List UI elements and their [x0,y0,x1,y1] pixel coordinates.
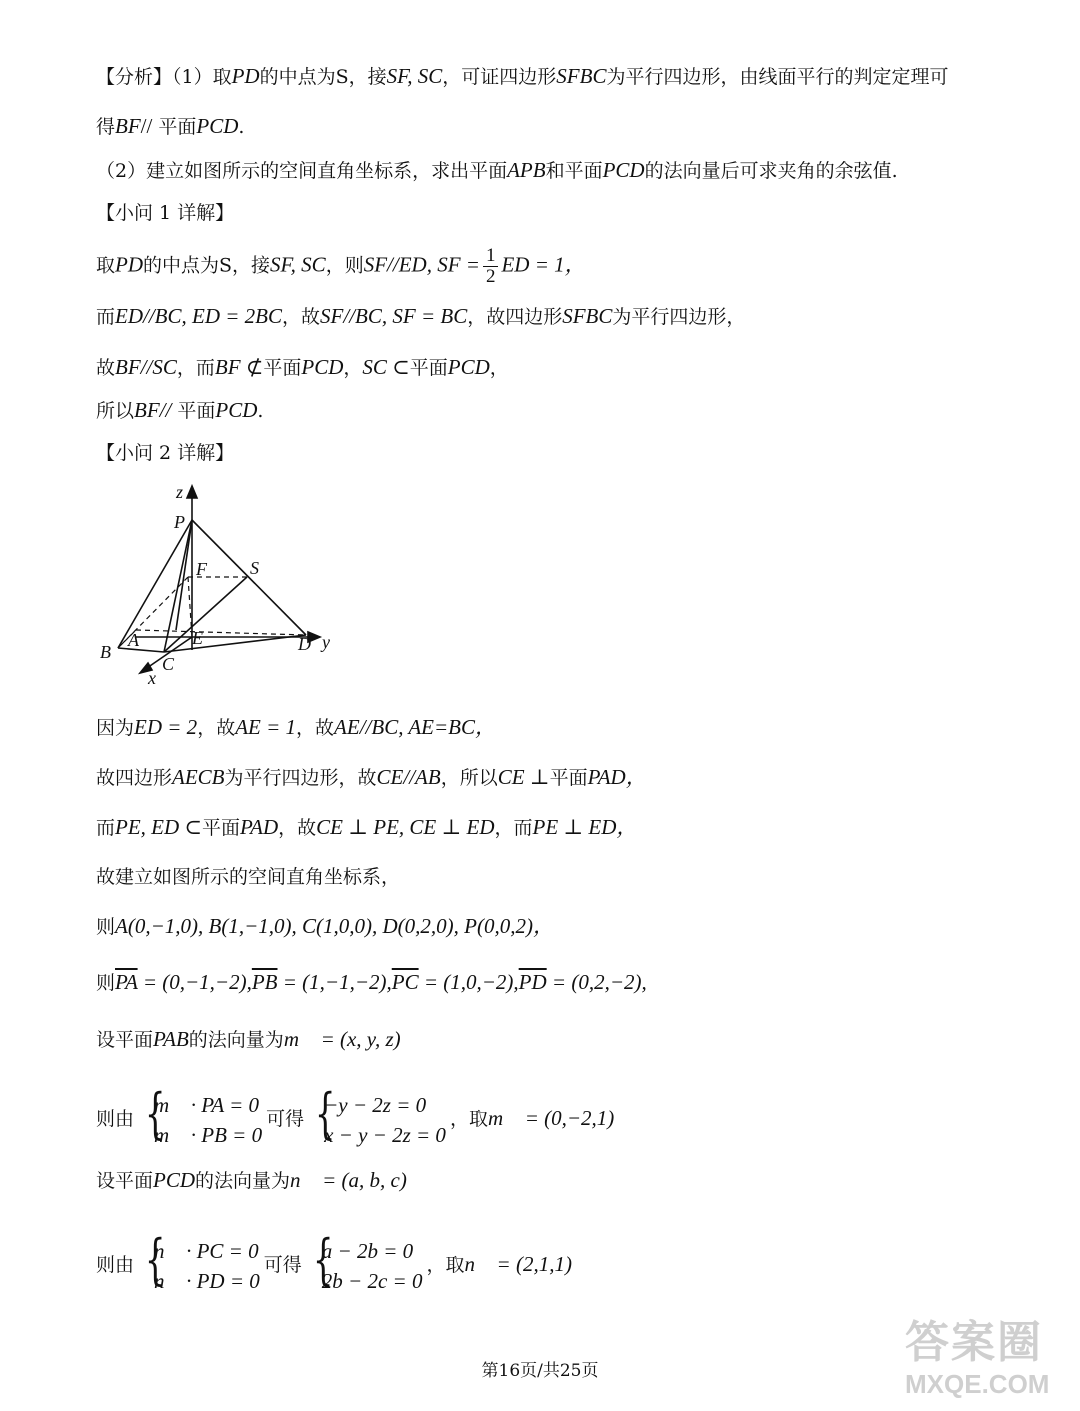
edge-AD [136,630,306,635]
label-y: y [322,632,330,652]
q1-heading: 【小问 1 详解】 [96,202,235,224]
q2-line-2: 故四边形AECB为平行四边形，故CE//AB，所以CE ⊥平面PAD， [96,765,647,789]
q2-line-3: 而PE, ED ⊂平面PAD，故CE ⊥ PE, CE ⊥ ED，而PE ⊥ ED， [96,815,638,839]
label-z: z [176,482,184,502]
label-B: B [100,642,111,662]
q1-line-1: 取PD的中点为S，接SF, SC，则SF//ED, SF = $\frac{1}{2}$ ED = 1， [96,245,586,287]
edge-PC [164,520,192,652]
edge-CS [164,577,247,652]
system-n-equations: { a − 2b = 0 2b − 2c = 0 [312,1228,423,1293]
z-axis-arrow [187,486,197,498]
label-D: D [298,634,311,654]
pyramid-figure [96,480,356,690]
q2-heading: 【小问 2 详解】 [96,442,235,464]
label-A: A [128,630,139,650]
q2-vectors-line: 则$\overline{PA} = (0,-1,-2),\overline{PB} = (1,-1,-2),\overline{PC} = (1,0,-2),\overline{PD} = (0,2,-2)$, [96,970,647,994]
page-footer: 第16页/共25页 [481,1361,599,1381]
q1-line-3: 故BF//SC，而BF ⊄平面PCD，SC ⊂平面PCD， [96,355,509,379]
q2-line-4: 故建立如图所示的空间直角坐标系， [96,866,401,888]
q2-system-m-line: 则由 { m⃗ · PA = 0 m⃗ · PB = 0 可得 { −y − 2z = 0 x − y − 2z = 0 ，取m⃗ = (0,−2,1)， [96,1090,631,1150]
edge-BC [118,648,164,652]
analysis-line-2: 得BF// 平面PCD. [96,114,245,138]
q2-line-1: 因为ED = 2，故AE = 1，故AE//BC, AE=BC， [96,715,496,739]
fraction-half: $\frac{1}{2}$ [483,246,499,287]
label-C: C [162,654,175,674]
system-m-vectors: { m⃗ · PA = 0 m⃗ · PB = 0 [144,1082,263,1147]
label-S: S [250,558,259,578]
q2-coords-line: 则A(0,−1,0), B(1,−1,0), C(1,0,0), D(0,2,0), P(0,0,2)， [96,914,554,938]
label-x: x [148,668,156,688]
label-E: E [192,628,203,648]
edge-PA [176,520,192,630]
q1-line-2: 而ED//BC, ED = 2BC，故SF//BC, SF = BC，故四边形SFBC为平行四边形， [96,304,746,328]
label-F: F [196,559,207,579]
analysis-line-3: （2）建立如图所示的空间直角坐标系，求出平面APB和平面PCD的法向量后可求夹角的余弦值. [96,158,898,182]
q2-plane-pcd-line: 设平面PCD的法向量为n⃗ = (a, b, c)， [96,1168,424,1192]
q2-plane-pab-line: 设平面PAB的法向量为m⃗ = (x, y, z)， [96,1027,417,1051]
watermark-logo: 答案圈 MXQE.COM [905,1318,1050,1399]
q2-system-n-line: 则由 { n⃗ · PC = 0 n⃗ · PD = 0 可得 { a − 2b = 0 2b − 2c = 0 ，取n⃗ = (2,1,1)， [96,1236,588,1296]
analysis-tag: 【分析】 [96,66,173,88]
system-m-equations: { −y − 2z = 0 x − y − 2z = 0 [314,1082,446,1147]
label-P: P [174,512,185,532]
system-n-vectors: { n⃗ · PC = 0 n⃗ · PD = 0 [144,1228,260,1293]
q1-line-4: 所以BF// 平面PCD. [96,398,264,422]
analysis-line-1: 【分析】（1）取PD的中点为S，接SF, SC，可证四边形SFBC为平行四边形，由线面平行的判定定理可 [96,64,949,88]
